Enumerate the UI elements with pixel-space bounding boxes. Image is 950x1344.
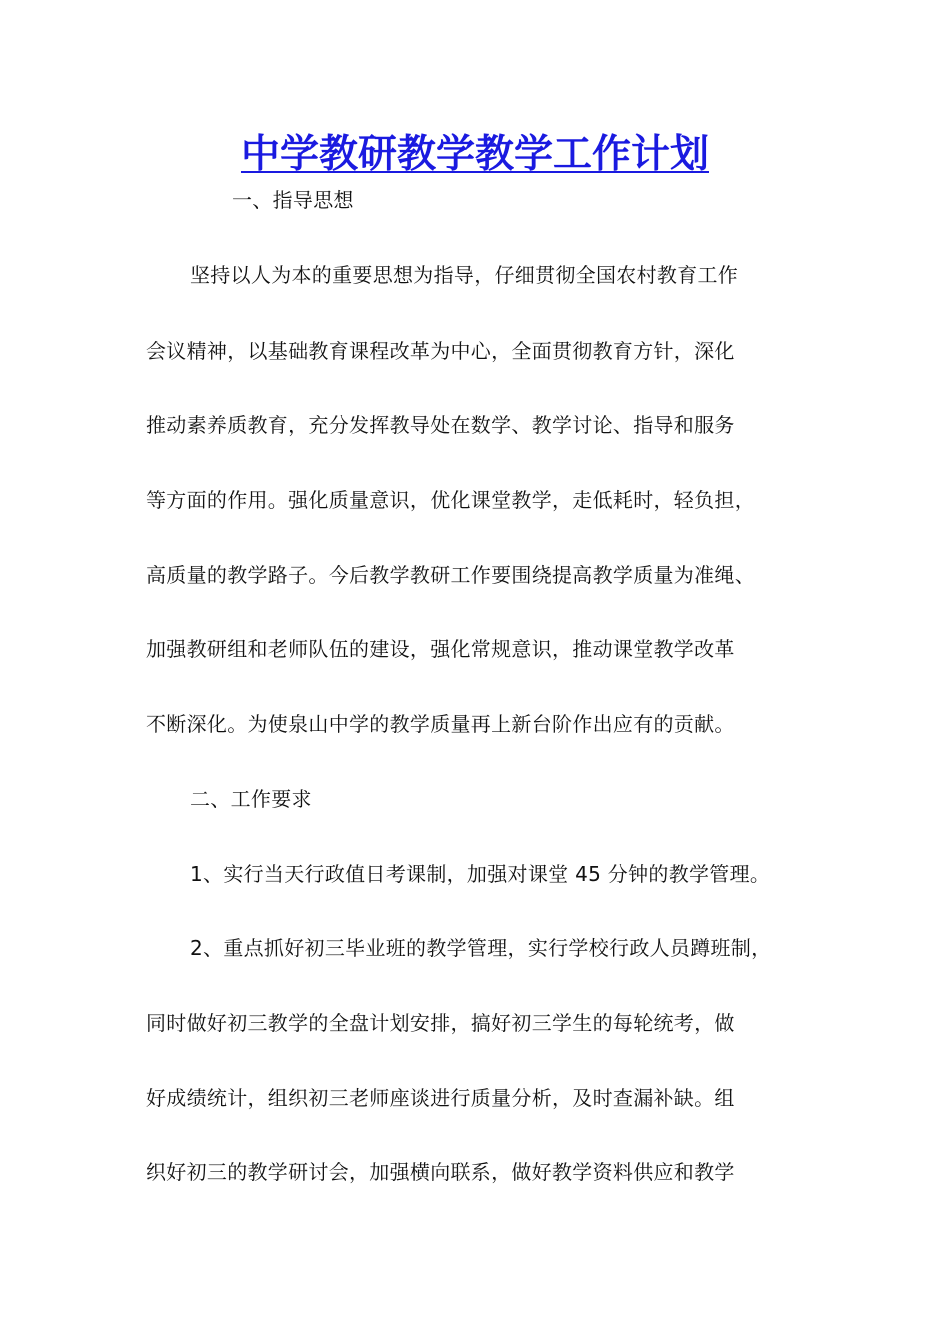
paragraph-line: 同时做好初三教学的全盘计划安排，搞好初三学生的每轮统考，做: [146, 1011, 735, 1035]
paragraph-line: 会议精神，以基础教育课程改革为中心，全面贯彻教育方针，深化: [146, 339, 735, 363]
document-title: [0, 126, 950, 182]
paragraph-line: 推动素养质教育，充分发挥教导处在数学、教学讨论、指导和服务: [146, 413, 735, 437]
paragraph-line: 好成绩统计，组织初三老师座谈进行质量分析，及时查漏补缺。组: [146, 1086, 735, 1110]
paragraph-line: 高质量的教学路子。今后教学教研工作要围绕提高教学质量为准绳、: [146, 563, 755, 587]
paragraph-line: 不断深化。为使泉山中学的教学质量再上新台阶作出应有的贡献。: [146, 712, 735, 736]
section-heading-1: 一、指导思想: [232, 188, 354, 212]
paragraph-line: 坚持以人为本的重要思想为指导，仔细贯彻全国农村教育工作: [190, 263, 739, 287]
paragraph-line: 加强教研组和老师队伍的建设，强化常规意识，推动课堂教学改革: [146, 637, 735, 661]
list-item: 1、实行当天行政值日考课制，加强对课堂 45 分钟的教学管理。: [190, 862, 771, 886]
title-link[interactable]: 中学教研教学教学工作计划: [240, 131, 709, 177]
paragraph-line: 织好初三的教学研讨会，加强横向联系，做好教学资料供应和教学: [146, 1160, 735, 1184]
list-item: 2、重点抓好初三毕业班的教学管理，实行学校行政人员蹲班制，: [190, 936, 772, 960]
section-heading-2: 二、工作要求: [190, 787, 312, 811]
paragraph-line: 等方面的作用。强化质量意识，优化课堂教学，走低耗时，轻负担，: [146, 488, 755, 512]
